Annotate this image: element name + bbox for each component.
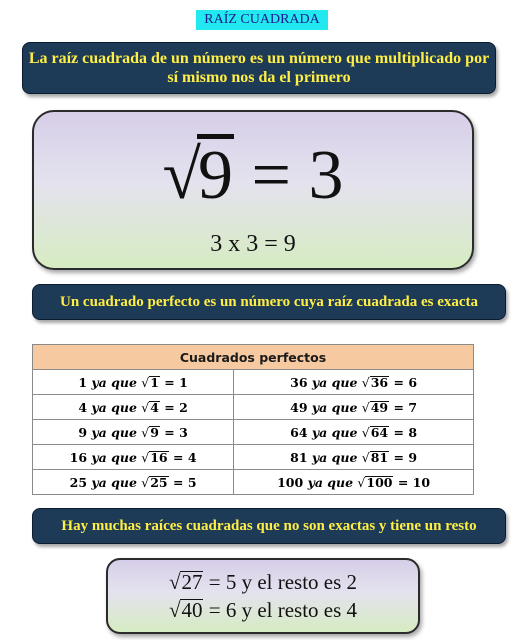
square-root <box>163 134 234 216</box>
radicand: 100 <box>366 474 393 490</box>
radical-sign-icon: √ <box>141 424 150 440</box>
remainder-line: √27 = 5 y el resto es 2 <box>168 570 358 594</box>
square-root <box>141 375 160 390</box>
inexact-roots-banner: Hay muchas raíces cuadradas que no son exactas y tiene un resto <box>32 508 506 544</box>
radicand: 25 <box>150 474 168 490</box>
square-root <box>362 425 389 440</box>
radicand: 16 <box>150 449 168 465</box>
radical-sign-icon: √ <box>141 374 150 390</box>
radical-sign-icon: √ <box>168 570 181 594</box>
radical-sign-icon: √ <box>141 474 150 490</box>
remainder-text: y el resto es 4 <box>241 598 358 622</box>
root-value: 7 <box>408 399 418 415</box>
radical-sign-icon: √ <box>141 449 150 465</box>
remainder-line: √40 = 6 y el resto es 4 <box>168 598 358 622</box>
radical-sign-icon: √ <box>361 399 370 415</box>
radicand: 4 <box>150 399 159 415</box>
example-box <box>32 110 474 270</box>
square-number: 16 <box>69 449 88 465</box>
square-root <box>141 450 168 465</box>
radical-sign-icon: √ <box>361 374 370 390</box>
square-root <box>362 450 389 465</box>
square-root <box>169 568 204 596</box>
square-number: 1 <box>78 374 88 390</box>
square-number: 81 <box>290 449 308 465</box>
perfect-square-banner: Un cuadrado perfecto es un número cuya raíz cuadrada es exacta <box>32 284 506 320</box>
table-cell: 9 ya que √9 = 3 <box>33 420 234 445</box>
phrase-ya-que: ya que <box>91 374 137 390</box>
page-title: RAÍZ CUADRADA <box>196 10 328 30</box>
phrase-ya-que: ya que <box>91 449 137 465</box>
remainder-root: 6 <box>225 598 237 622</box>
example-radicand: 9 <box>197 134 234 211</box>
phrase-ya-que: ya que <box>91 424 137 440</box>
root-value: 4 <box>187 449 197 465</box>
phrase-ya-que: ya que <box>91 399 137 415</box>
root-value: 1 <box>179 374 188 390</box>
square-number: 49 <box>290 399 308 415</box>
example-equation <box>34 134 472 216</box>
table-header: Cuadrados perfectos <box>33 345 474 370</box>
radicand: 36 <box>370 374 389 390</box>
phrase-ya-que: ya que <box>311 449 358 465</box>
square-root <box>141 475 168 490</box>
phrase-ya-que: ya que <box>91 474 137 490</box>
table-cell: 4 ya que √4 = 2 <box>33 395 234 420</box>
example-result: 3 <box>308 137 344 214</box>
table-row <box>33 445 474 470</box>
square-root <box>141 400 160 415</box>
radical-sign-icon: √ <box>361 449 370 465</box>
table-row <box>33 395 474 420</box>
root-value: 8 <box>408 424 418 440</box>
radicand: 49 <box>370 399 389 415</box>
radicand: 27 <box>181 570 203 594</box>
root-value: 10 <box>412 474 431 490</box>
table-cell: 36 ya que √36 = 6 <box>234 370 474 395</box>
remainder-root: 5 <box>225 570 237 594</box>
radicand: 81 <box>370 449 389 465</box>
radicand: 9 <box>150 424 159 440</box>
square-number: 36 <box>290 374 308 390</box>
square-number: 64 <box>290 424 308 440</box>
table-row <box>33 470 474 495</box>
remainder-box <box>106 558 420 634</box>
table-cell: 100 ya que √100 = 10 <box>234 470 474 495</box>
table-cell: 16 ya que √16 = 4 <box>33 445 234 470</box>
table-cell: 49 ya que √49 = 7 <box>234 395 474 420</box>
radical-sign-icon: √ <box>357 474 366 490</box>
phrase-ya-que: ya que <box>311 399 358 415</box>
square-root <box>362 400 389 415</box>
table-row <box>33 370 474 395</box>
root-value: 3 <box>179 424 188 440</box>
square-number: 25 <box>69 474 88 490</box>
radical-sign-icon: √ <box>141 399 150 415</box>
radical-sign-icon: √ <box>168 598 181 622</box>
root-value: 5 <box>187 474 197 490</box>
square-number: 4 <box>78 399 88 415</box>
example-check: 3 x 3 = 9 <box>210 231 296 257</box>
phrase-ya-que: ya que <box>311 374 358 390</box>
radicand: 1 <box>150 374 159 390</box>
square-root <box>357 475 393 490</box>
radicand: 40 <box>181 598 203 622</box>
table-cell: 64 ya que √64 = 8 <box>234 420 474 445</box>
square-root <box>169 596 204 624</box>
radicand: 64 <box>370 424 389 440</box>
table-row <box>33 420 474 445</box>
phrase-ya-que: ya que <box>311 424 358 440</box>
square-number: 9 <box>78 424 88 440</box>
root-value: 2 <box>179 399 188 415</box>
example-equals: = <box>251 137 291 214</box>
table-cell: 1 ya que √1 = 1 <box>33 370 234 395</box>
root-value: 9 <box>408 449 418 465</box>
table-cell: 25 ya que √25 = 5 <box>33 470 234 495</box>
table-cell: 81 ya que √81 = 9 <box>234 445 474 470</box>
radical-sign-icon: √ <box>361 424 370 440</box>
definition-banner: La raíz cuadrada de un número es un número que multiplicado por sí mismo nos da el primero <box>22 42 496 94</box>
remainder-text: y el resto es 2 <box>241 570 358 594</box>
square-root <box>141 425 160 440</box>
root-value: 6 <box>408 374 418 390</box>
square-number: 100 <box>277 474 304 490</box>
perfect-squares-table <box>32 344 474 495</box>
radical-sign-icon: √ <box>162 137 201 214</box>
phrase-ya-que: ya que <box>307 474 354 490</box>
square-root <box>362 375 389 390</box>
